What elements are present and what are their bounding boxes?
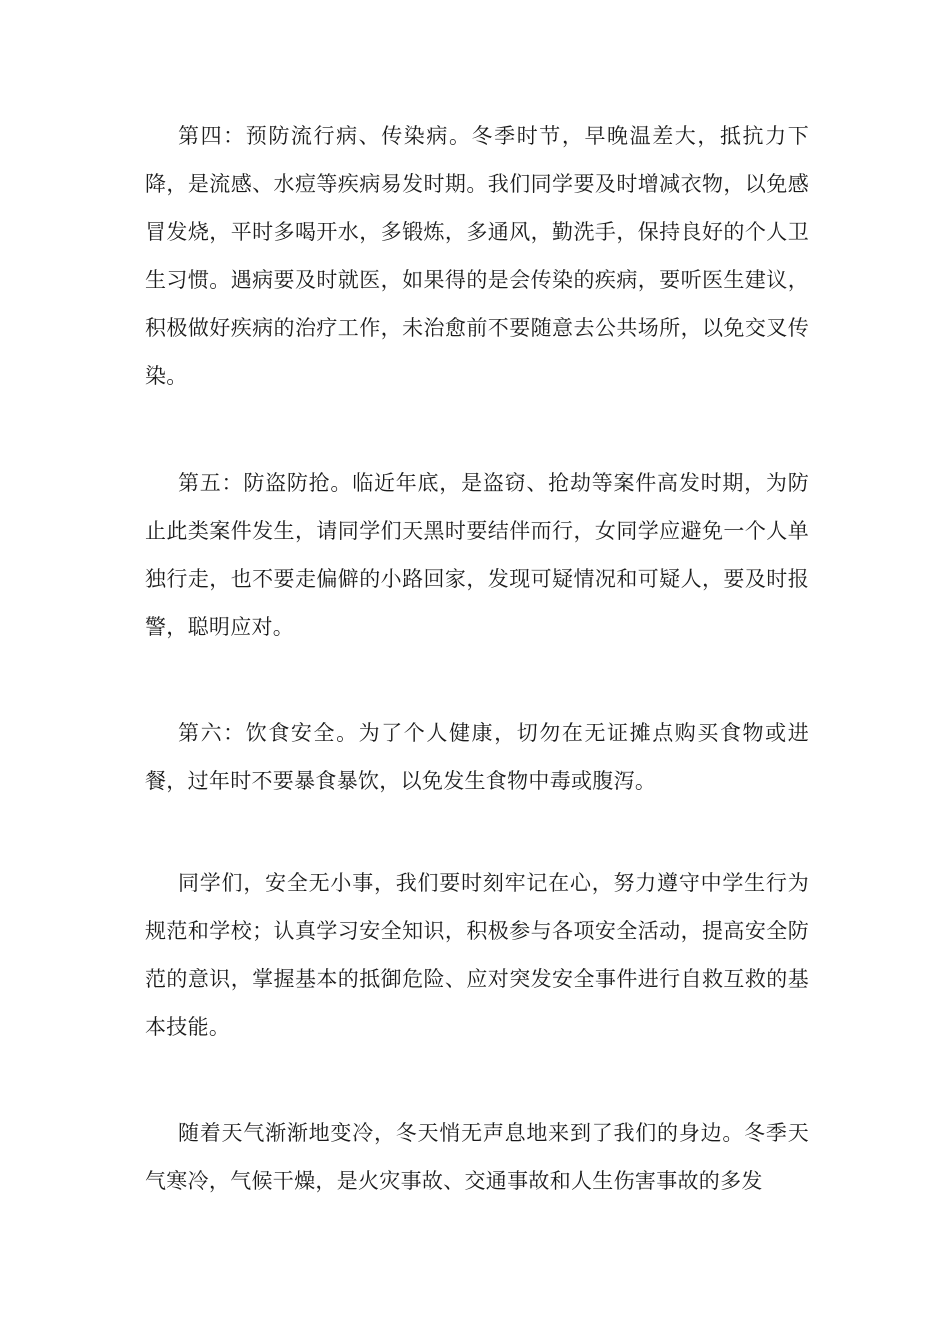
paragraph-winter-intro: 随着天气渐渐地变冷，冬天悄无声息地来到了我们的身边。冬季天气寒冷，气候干燥，是火灾事故、交通事故和人生伤害事故的多发 xyxy=(145,1121,809,1193)
paragraph-food-safety: 第六：饮食安全。为了个人健康，切勿在无证摊点购买食物或进餐，过年时不要暴食暴饮，以免发生食物中毒或腹泻。 xyxy=(145,721,809,793)
paragraph-prevent-epidemics: 第四：预防流行病、传染病。冬季时节，早晚温差大，抵抗力下降，是流感、水痘等疾病易发时期。我们同学要及时增减衣物，以免感冒发烧，平时多喝开水，多锻炼，多通风，勤洗手，保持良好的个人卫生习惯。遇病要及时就医，如果得的是会传染的疾病，要听医生建议，积极做好疾病的治疗工作，未治愈前不要随意去公共场所，以免交叉传染。 xyxy=(145,124,809,388)
paragraph-anti-theft: 第五：防盗防抢。临近年底，是盗窃、抢劫等案件高发时期，为防止此类案件发生，请同学们天黑时要结伴而行，女同学应避免一个人单独行走，也不要走偏僻的小路回家，发现可疑情况和可疑人，要及时报警，聪明应对。 xyxy=(145,471,809,639)
paragraph-safety-summary: 同学们，安全无小事，我们要时刻牢记在心，努力遵守中学生行为规范和学校；认真学习安全知识，积极参与各项安全活动，提高安全防范的意识，掌握基本的抵御危险、应对突发安全事件进行自救互救的基本技能。 xyxy=(145,871,809,1039)
